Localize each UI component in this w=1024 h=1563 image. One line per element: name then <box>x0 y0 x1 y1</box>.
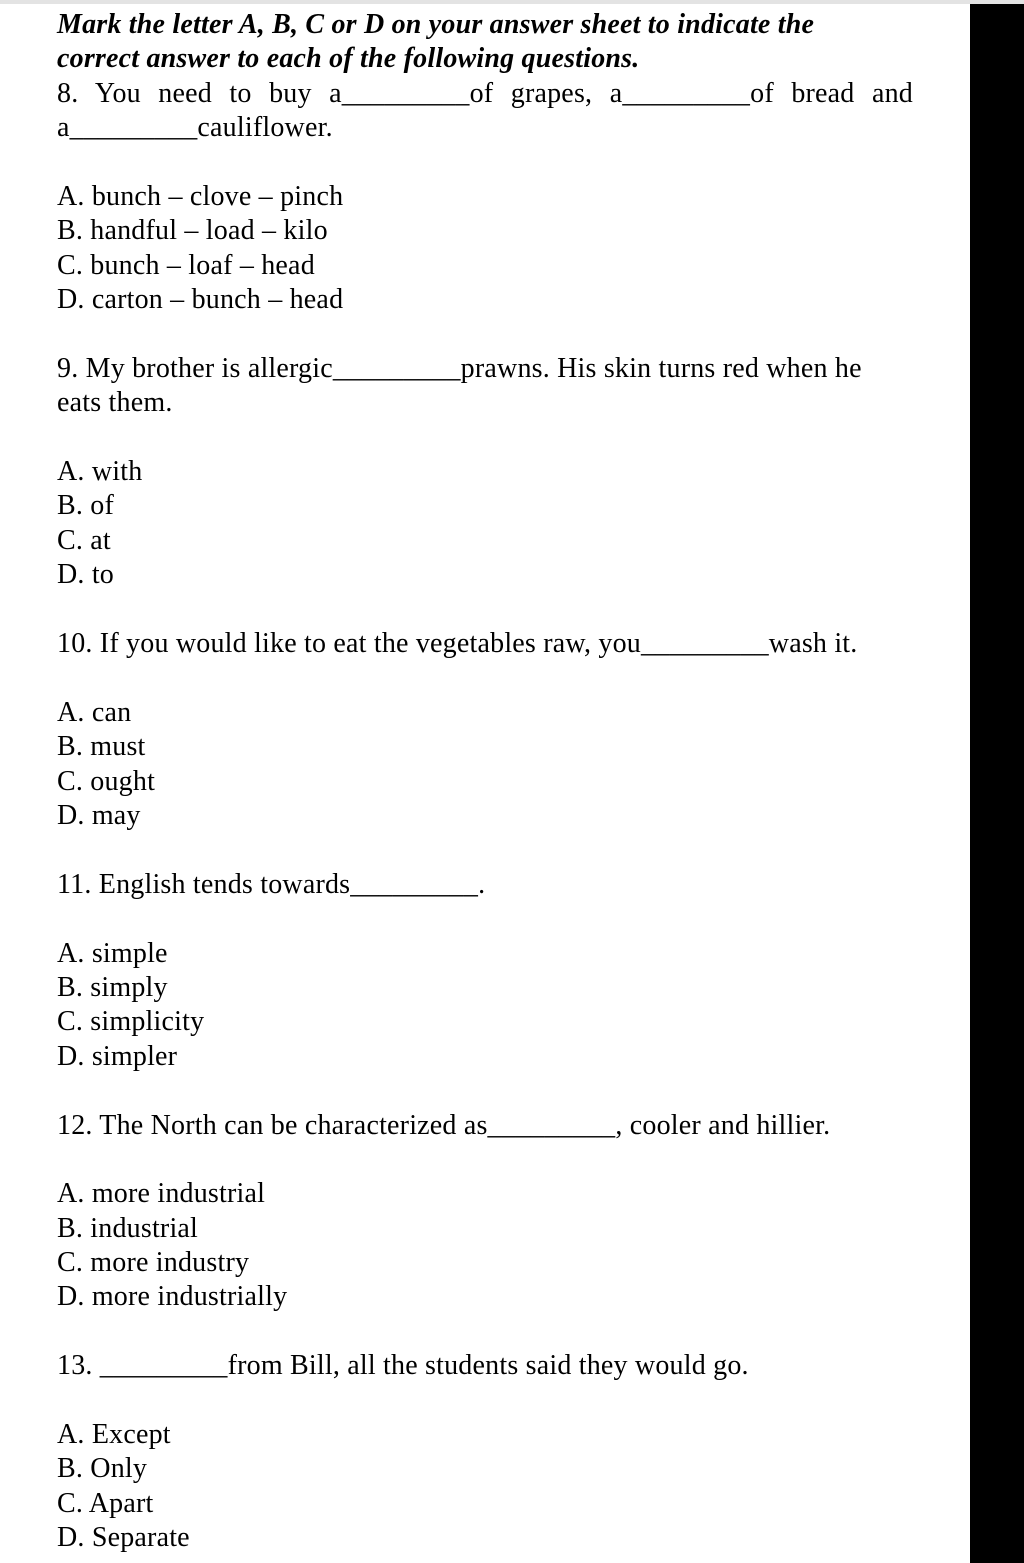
question-9-option-b: B. of <box>57 490 114 522</box>
question-9-text-line-1: 9. My brother is allergic_________prawns. His skin turns red when he <box>57 352 862 384</box>
question-10 <box>57 627 913 868</box>
blank-line <box>57 661 913 695</box>
question-13-option-c: C. Apart <box>57 1487 154 1519</box>
question-11-option-c: C. simplicity <box>57 1006 205 1038</box>
question-13-text-line-1: 13. _________from Bill, all the students said they would go. <box>57 1350 749 1382</box>
question-12-text-line-1: 12. The North can be characterized as_________, cooler and hillier. <box>57 1109 831 1141</box>
right-black-strip <box>970 0 1024 1563</box>
question-12-option-c: C. more industry <box>57 1247 250 1279</box>
question-10-option-c: C. ought <box>57 765 156 797</box>
question-12-option-d: D. more industrially <box>57 1281 288 1313</box>
instruction-line-2: correct answer to each of the following questions. <box>57 43 640 75</box>
blank-line <box>57 593 913 627</box>
question-12-option-b: B. industrial <box>57 1212 199 1244</box>
blank-line <box>57 1315 913 1349</box>
blank-line <box>57 1074 913 1108</box>
question-8-option-c: C. bunch – loaf – head <box>57 249 315 281</box>
question-8-option-a: A. bunch – clove – pinch <box>57 180 344 212</box>
question-11-option-b: B. simply <box>57 971 168 1003</box>
question-13 <box>57 1349 913 1555</box>
question-11-text-line-1: 11. English tends towards_________. <box>57 868 486 900</box>
question-12 <box>57 1109 913 1350</box>
question-9-text-line-2: eats them. <box>57 387 173 419</box>
question-9-option-a: A. with <box>57 456 143 488</box>
top-border-bar <box>0 0 1024 4</box>
blank-line <box>57 902 913 936</box>
blank-line <box>57 833 913 867</box>
question-9-option-d: D. to <box>57 559 114 591</box>
blank-line <box>57 318 913 352</box>
question-13-option-d: D. Separate <box>57 1522 190 1554</box>
question-13-option-a: A. Except <box>57 1419 171 1451</box>
blank-line <box>57 421 913 455</box>
question-11-option-d: D. simpler <box>57 1040 178 1072</box>
question-10-option-d: D. may <box>57 799 141 831</box>
question-8-text-line-1: 8. You need to buy a_________of grapes, a_________of bread and <box>57 77 913 109</box>
document-page <box>57 8 913 1556</box>
question-12-option-a: A. more industrial <box>57 1178 266 1210</box>
instruction-line-1: Mark the letter A, B, C or D on your answer sheet to indicate the <box>57 9 815 40</box>
question-11 <box>57 868 913 1109</box>
question-8-text-line-2: a_________cauliflower. <box>57 112 333 144</box>
question-13-option-b: B. Only <box>57 1453 148 1485</box>
question-8-option-d: D. carton – bunch – head <box>57 284 344 316</box>
question-11-option-a: A. simple <box>57 937 168 969</box>
blank-line <box>57 1143 913 1177</box>
question-10-option-b: B. must <box>57 731 146 763</box>
blank-line <box>57 1384 913 1418</box>
blank-line <box>57 146 913 180</box>
question-9 <box>57 352 913 627</box>
question-10-text-line-1: 10. If you would like to eat the vegetables raw, you_________wash it. <box>57 628 858 660</box>
question-10-option-a: A. can <box>57 696 132 728</box>
question-9-option-c: C. at <box>57 524 111 556</box>
question-8-option-b: B. handful – load – kilo <box>57 215 328 247</box>
question-8 <box>57 77 913 352</box>
